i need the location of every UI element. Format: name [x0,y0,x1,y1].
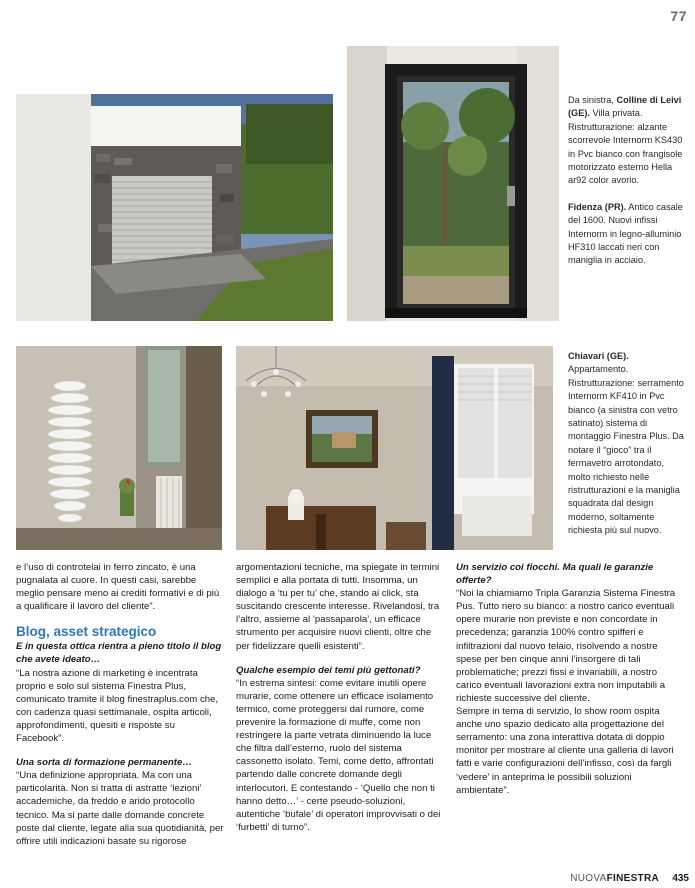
text-column-2 [236,561,445,834]
caption-fidenza: Fidenza (PR). Antico casale del 1600. Nuovi infissi Internorm in legno-alluminio HF310 laccati neri con maniglia in acciaio. [568,201,683,266]
question-temi: Qualche esempio dei temi più gettonati? [236,664,421,676]
photo-radiator-bathroom [16,346,222,550]
footer-page-number: 435 [672,873,689,884]
question-blog: E in questa ottica rientra a pieno titolo il blog che avete ideato… [16,641,222,666]
question-garanzie: Un servizio coi fiocchi. Ma quali le garanzie offerte? [456,562,654,587]
answer-blog: “La nostra azione di marketing è incentrata proprio e solo sul sistema Finestra Plus, comunicato tramite il blog finestraplus.com che, con cadenza quasi settimanale, ospita articoli, approfondimenti, quesiti e risposte su Facebook”. [16,667,219,745]
section-title: Blog, asset strategico [16,624,157,640]
photo-fidenza-window [347,46,559,321]
photo-chiavari-living-room [236,346,553,550]
caption-chiavari: Chiavari (GE). Appartamento. Ristrutturazione: serramento Internorm KF410 in Pvc bianco (a sinistra con vetro satinato) sistema di montaggio Finestra Plus. Da notare il “gioco” tra il fermavetro arrotondato, molto richiesto nelle ristrutturazioni e la maniglia squadrata dal design moderno, soltamente richiesta più sul nuovo. [568,351,684,536]
intro-paragraph: e l’uso di controtelai in ferro zincato, è una pugnalata al cuore. In questi casi, sarebbe meglio pensare meno ai crediti formativi e di più a qualificare il lavoro del cliente”. [16,562,220,613]
caption-leivi: Da sinistra, Colline di Leivi (GE). Villa privata. Ristrutturazione: alzante scorrevole Internorm KS430 in Pvc bianco con frangisole motorizzato esterno Hella ar92 color avorio. [568,95,683,186]
photo-caption-1 [568,94,686,281]
photo-caption-2 [568,350,686,551]
text-column-3 [456,561,684,797]
question-formazione: Una sorta di formazione permanente… [16,757,192,769]
answer-garanzie: “Noi la chiamiamo Tripla Garanzia Sistema Finestra Pus. Tutto nero su bianco: a nostro carico eventuali opere murarie non previste e non concordate in precedenza; garanzia 100% contro spifferi e infiltrazioni dal nuovo telaio, risolvendo a nostre spese per ben cinque anni l’insorgere di tali problematiche; prezzi fissi e invariabili, a nostro carico eventuali lavorazioni extra non imputabili a richieste successive del cliente. [456,588,676,704]
magazine-logo: NUOVAFINESTRA [570,873,659,884]
page-number: 77 [670,8,687,24]
answer-showroom: Sempre in tema di servizio, lo show room ospita anche uno spazio dedicato alla progettazione del serramento: una zona interattiva dotata di doppio monitor per mostrare al cliente una galleria di lavori fatti e varie configurazioni dell’infisso, così da fargli ‘vedere’ in anteprima le possibili soluzioni ambientate”. [456,706,674,796]
answer-formazione: “Una definizione appropriata. Ma con una particolarità. Non si tratta di astratte ‘lezioni’ accademiche, da freddo e arido protocollo tecnico. Ma si parte dalle domande concrete poste dal cliente, legate alla sua quotidianità, per offrire utili indicazioni basate su rigorose [16,770,224,847]
text-column-1 [16,561,225,848]
answer-temi: “In estrema sintesi: come evitare inutili opere murarie, come ottenere un efficace isolamento termico, come proteggersi dal rumore, come prevenire la formazione di muffe, come non restringere la parte vetrata diminuendo la luce che filtra dall’esterno, ruolo del sistema cassonetto isolato. Temi, come detto, affrontati partendo dalle concrete domande degli interlocutori. E contestando - ‘Quello che non ti hanno detto…’ - certe pseudo-soluzioni, autentiche ‘bufale’ di operatori improvvisati o dei ‘furbetti’ di turno”. [236,677,441,833]
photo-villa-leivi [16,94,333,321]
answer-formazione-continued: argomentazioni tecniche, ma spiegate in termini semplici e alla portata di tutti. Insomma, un dialogo a ‘tu per tu’ che, stando ai click, sta suscitando crescente interesse. Rivelandosi, tra l’altro, assieme al ‘passaparola’, un efficace strumento per acquisire nuovi clienti, oltre che per fidelizzare quelli esistenti”. [236,562,440,652]
